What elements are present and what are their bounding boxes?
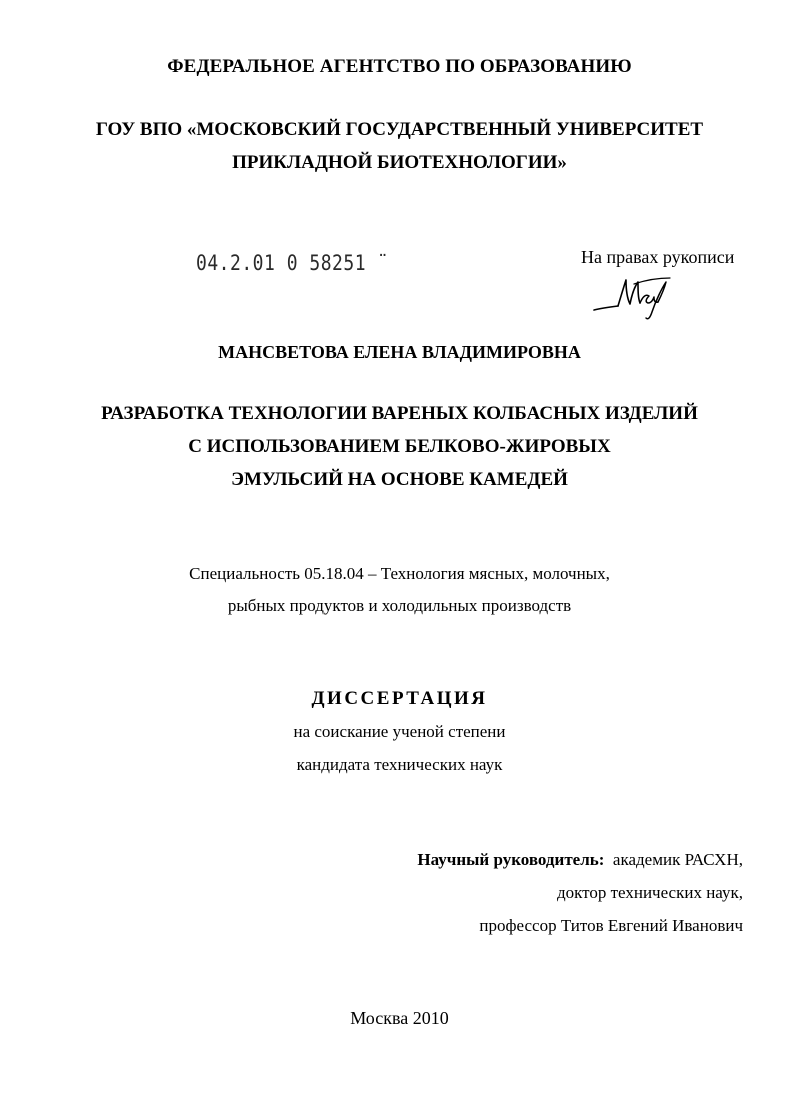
supervisor-line-2: доктор технических наук,	[556, 883, 743, 902]
manuscript-rights-note: На правах рукописи	[581, 247, 735, 267]
document-type-heading: ДИССЕРТАЦИЯ	[311, 688, 488, 709]
city-and-year: Москва 2010	[350, 1008, 449, 1028]
dissertation-title-line-3: ЭМУЛЬСИЙ НА ОСНОВЕ КАМЕДЕЙ	[231, 469, 568, 490]
university-name-line-2: ПРИКЛАДНОЙ БИОТЕХНОЛОГИИ»	[232, 152, 567, 173]
supervisor-title: академик РАСХН,	[612, 850, 743, 869]
registration-stamp-number: 04.2.01 0 58251 ¨	[196, 251, 389, 277]
supervisor-line-1	[417, 851, 743, 868]
author-name: МАНСВЕТОВА ЕЛЕНА ВЛАДИМИРОВНА	[218, 342, 581, 362]
supervisor-label: Научный руководитель:	[417, 850, 605, 869]
speciality-line-2: рыбных продуктов и холодильных производств	[227, 596, 572, 615]
agency-heading: ФЕДЕРАЛЬНОЕ АГЕНТСТВО ПО ОБРАЗОВАНИЮ	[167, 56, 632, 77]
degree-line-2: кандидата технических наук	[296, 755, 503, 774]
author-signature	[588, 270, 674, 322]
dissertation-title-line-2: С ИСПОЛЬЗОВАНИЕМ БЕЛКОВО-ЖИРОВЫХ	[188, 436, 611, 457]
university-name-line-1: ГОУ ВПО «МОСКОВСКИЙ ГОСУДАРСТВЕННЫЙ УНИВЕРСИТЕТ	[95, 119, 704, 140]
degree-line-1: на соискание ученой степени	[293, 722, 506, 741]
dissertation-title-line-1: РАЗРАБОТКА ТЕХНОЛОГИИ ВАРЕНЫХ КОЛБАСНЫХ ИЗДЕЛИЙ	[101, 403, 698, 424]
speciality-line-1: Специальность 05.18.04 – Технология мясных, молочных,	[189, 564, 610, 583]
supervisor-line-3: профессор Титов Евгений Иванович	[479, 916, 743, 935]
